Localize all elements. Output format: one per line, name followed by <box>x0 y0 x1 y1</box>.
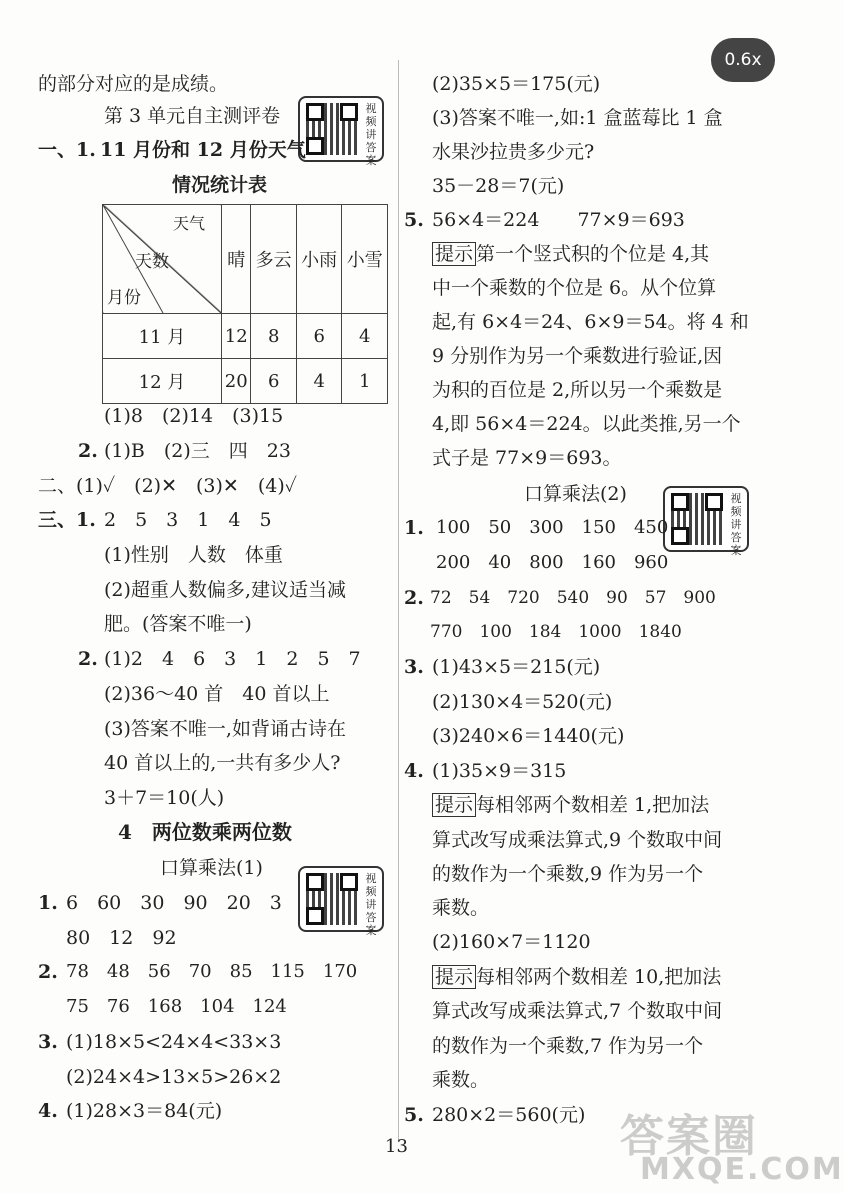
answer-line: (3)答案不唯一,如背诵古诗在 <box>104 718 346 740</box>
answer-line: 78 48 56 70 85 115 170 <box>66 961 358 982</box>
answer-line: 80 12 92 <box>66 927 177 949</box>
question-number: 5. <box>404 209 424 231</box>
table-cell: 4 <box>342 314 388 359</box>
question-number: 一、1. <box>38 139 96 161</box>
question-number: 三、1. <box>38 509 96 531</box>
answer-line: 100 50 300 150 450 <box>436 517 669 538</box>
answer-line: 的数作为一个乘数,7 作为另一个 <box>432 1035 704 1057</box>
watermark-url: MXQE.COM <box>640 1152 844 1187</box>
answer-line: 中一个乘数的个位是 6。从个位算 <box>432 277 717 299</box>
table-cell: 6 <box>251 359 297 404</box>
answer-line: (1)性别 人数 体重 <box>104 544 283 566</box>
answer-line: (1)35×9＝315 <box>432 760 567 782</box>
hint-line: 提示 每相邻两个数相差 10,把加法 <box>432 965 721 989</box>
table-cell: 11 月 <box>103 314 222 359</box>
answer-line: 的部分对应的是成绩。 <box>38 73 229 95</box>
playback-speed-badge[interactable]: 0.6x <box>711 38 775 82</box>
answer-line: 算式改写成乘法算式,7 个数取中间 <box>432 1000 723 1022</box>
answer-line: 280×2＝560(元) <box>432 1104 586 1126</box>
chapter-title: 4 两位数乘两位数 <box>118 820 292 844</box>
table-header: 小雪 <box>342 205 388 314</box>
watermark-logo: 答案圈 <box>620 1111 758 1162</box>
hint-label: 提示 <box>432 965 476 989</box>
answer-line: 的数作为一个乘数,9 作为另一个 <box>432 863 704 885</box>
question-number: 2. <box>404 587 424 609</box>
question-number: 3. <box>38 1031 58 1053</box>
corner-month-label: 月份 <box>107 288 141 308</box>
question-number: 2. <box>78 648 98 670</box>
answer-line: 75 76 168 104 124 <box>66 996 287 1017</box>
hint-label: 提示 <box>432 242 476 266</box>
hint-line: 提示 第一个竖式积的个位是 4,其 <box>432 242 709 266</box>
qr-code-icon[interactable] <box>298 96 384 167</box>
corner-days-label: 天数 <box>135 252 169 272</box>
table-cell: 20 <box>222 359 251 404</box>
answer-line: 72 54 720 540 90 57 900 <box>430 588 716 608</box>
answer-line: (2)24×4>13×5>26×2 <box>66 1066 282 1088</box>
answer-line: (2)160×7＝1120 <box>432 931 591 953</box>
answer-line: 乘数。 <box>432 1069 490 1091</box>
table-cell: 12 月 <box>103 359 222 404</box>
answer-line: 6 60 30 90 20 3 <box>66 892 282 914</box>
section-title: 口算乘法(1) <box>160 857 263 879</box>
column-divider <box>398 60 399 1140</box>
answer-line: (2)130×4＝520(元) <box>432 691 613 713</box>
question-number: 1. <box>38 892 58 914</box>
question-number: 3. <box>404 656 424 678</box>
answer-line: 二、(1)✓ (2)✕ (3)✕ (4)✓ <box>38 475 298 497</box>
answer-line: 35－28＝7(元) <box>432 175 565 197</box>
answer-line: (1)28×3＝84(元) <box>66 1100 223 1122</box>
answer-line: 起,有 6×4＝24、6×9＝54。将 4 和 <box>432 311 749 333</box>
answer-line: 肥。(答案不唯一) <box>104 613 252 635</box>
section-title: 口算乘法(2) <box>524 483 627 505</box>
answer-line: 式子是 77×9＝693。 <box>432 447 622 469</box>
answer-line: 为积的百位是 2,所以另一个乘数是 <box>432 379 723 401</box>
answer-line: 算式改写成乘法算式,9 个数取中间 <box>432 829 723 851</box>
table-row <box>103 359 388 404</box>
table-corner-cell <box>103 205 222 314</box>
answer-line: 40 首以上的,一共有多少人? <box>104 752 341 774</box>
table-title: 情况统计表 <box>172 174 268 196</box>
answer-line: (3)240×6＝1440(元) <box>432 725 625 747</box>
table-cell: 8 <box>251 314 297 359</box>
answer-line: (2)超重人数偏多,建议适当减 <box>104 579 346 601</box>
table-cell: 12 <box>222 314 251 359</box>
question-number: 1. <box>404 517 424 539</box>
corner-weather-label: 天气 <box>173 214 206 233</box>
answer-line: (1)B (2)三 四 23 <box>104 440 291 462</box>
table-header: 晴 <box>222 205 251 314</box>
question-number: 4. <box>404 760 424 782</box>
answer-line: (1)8 (2)14 (3)15 <box>104 405 284 427</box>
answer-line: 4,即 56×4＝224。以此类推,另一个 <box>432 413 741 435</box>
answer-line: 水果沙拉贵多少元? <box>432 141 595 163</box>
table-header: 小雨 <box>296 205 342 314</box>
answer-line: 9 分别作为另一个乘数进行验证,因 <box>432 345 723 367</box>
table-header: 多云 <box>251 205 297 314</box>
question-number: 4. <box>38 1100 58 1122</box>
answer-line: (1)18×5<24×4<33×3 <box>66 1031 282 1053</box>
answer-line: 200 40 800 160 960 <box>436 552 669 573</box>
qr-label: 视频讲答案 <box>365 102 377 167</box>
question-number: 5. <box>404 1104 424 1126</box>
question-number: 2. <box>38 961 58 983</box>
answer-line: (1)43×5＝215(元) <box>432 656 601 678</box>
answer-line: 乘数。 <box>432 897 490 919</box>
answer-line: 56×4＝224 77×9＝693 <box>432 209 685 231</box>
unit-title: 第 3 单元自主测评卷 <box>104 105 281 127</box>
question-number: 2. <box>78 440 98 462</box>
answer-line: (3)答案不唯一,如:1 盒蓝莓比 1 盒 <box>432 107 723 129</box>
answer-line: (2)36～40 首 40 首以上 <box>104 683 330 705</box>
weather-stat-table <box>102 204 388 404</box>
answer-line: 11 月份和 12 月份天气 <box>100 139 306 161</box>
answer-line: (2)35×5＝175(元) <box>432 73 601 95</box>
qr-label: 视频讲答案 <box>365 872 377 937</box>
hint-line: 提示 每相邻两个数相差 1,把加法 <box>432 793 709 817</box>
hint-label: 提示 <box>432 793 476 817</box>
qr-code-icon[interactable] <box>663 486 749 557</box>
answer-line: 770 100 184 1000 1840 <box>430 622 682 642</box>
table-row <box>103 314 388 359</box>
qr-code-icon[interactable] <box>298 866 384 937</box>
answer-line: 3＋7＝10(人) <box>104 787 225 809</box>
page-number: 13 <box>385 1136 408 1157</box>
qr-label: 视频讲答案 <box>730 492 742 557</box>
table-cell: 4 <box>296 359 342 404</box>
answer-line: 2 5 3 1 4 5 <box>104 509 272 531</box>
answer-line: (1)2 4 6 3 1 2 5 7 <box>104 648 361 670</box>
table-cell: 6 <box>296 314 342 359</box>
table-cell: 1 <box>342 359 388 404</box>
